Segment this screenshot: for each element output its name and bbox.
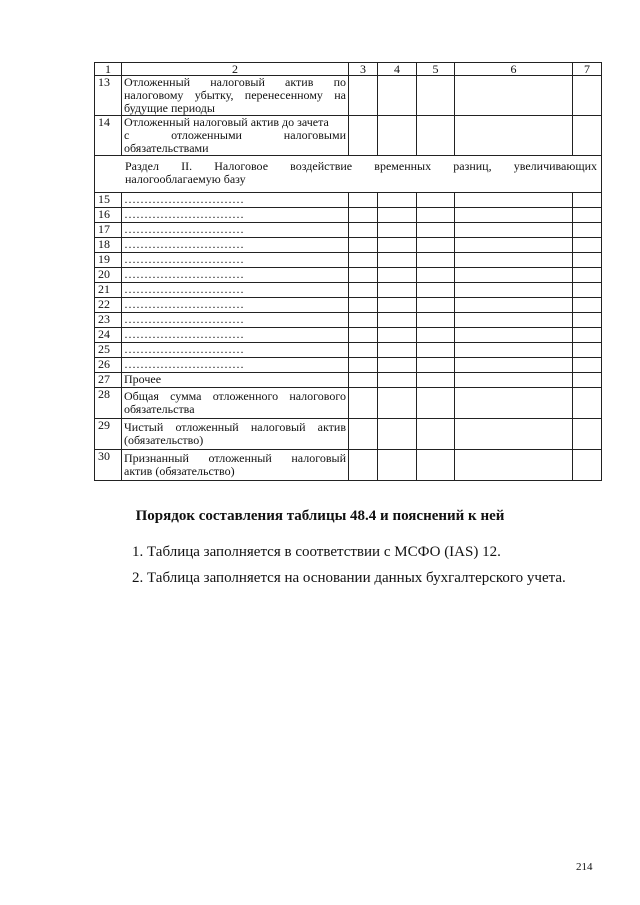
procedure-item-2: 2. Таблица заполняется на основании данных бухгалтерского учета.: [132, 570, 566, 586]
value-cell: [349, 358, 378, 373]
value-cell: [573, 193, 602, 208]
table-row: [95, 343, 602, 358]
value-cell: [417, 419, 455, 450]
row-number: 14: [95, 116, 122, 156]
column-header: 4: [378, 63, 417, 76]
table-row: [95, 193, 602, 208]
table-row: [95, 419, 602, 450]
row-number: 28: [95, 388, 122, 419]
value-cell: [349, 419, 378, 450]
column-header: 5: [417, 63, 455, 76]
value-cell: [417, 208, 455, 223]
value-cell: [417, 328, 455, 343]
value-cell: [455, 328, 573, 343]
value-cell: [455, 419, 573, 450]
section-heading: Раздел II. Налоговое воздействие временных разниц, увеличивающих налогооблагаемую базу: [95, 156, 602, 193]
value-cell: [573, 450, 602, 481]
row-label: …………………………: [122, 238, 349, 253]
value-cell: [417, 268, 455, 283]
value-cell: [455, 76, 573, 116]
value-cell: [417, 283, 455, 298]
row-label: Общая сумма отложенного налогового обязательства: [122, 388, 349, 419]
value-cell: [378, 298, 417, 313]
value-cell: [455, 373, 573, 388]
value-cell: [573, 253, 602, 268]
value-cell: [573, 358, 602, 373]
table-row: [95, 313, 602, 328]
value-cell: [417, 76, 455, 116]
table-row: [95, 208, 602, 223]
value-cell: [378, 313, 417, 328]
value-cell: [573, 268, 602, 283]
row-number: 22: [95, 298, 122, 313]
row-number: 24: [95, 328, 122, 343]
row-number: 26: [95, 358, 122, 373]
value-cell: [349, 193, 378, 208]
row-label: …………………………: [122, 223, 349, 238]
table-row: [95, 373, 602, 388]
row-number: 20: [95, 268, 122, 283]
value-cell: [417, 223, 455, 238]
table-row: [95, 450, 602, 481]
row-label: Чистый отложенный налоговый актив (обязательство): [122, 419, 349, 450]
value-cell: [378, 373, 417, 388]
row-label: Прочее: [122, 373, 349, 388]
value-cell: [417, 343, 455, 358]
table-row: [95, 358, 602, 373]
value-cell: [417, 193, 455, 208]
value-cell: [573, 116, 602, 156]
row-number: 21: [95, 283, 122, 298]
row-label: Признанный отложенный налоговый актив (обязательство): [122, 450, 349, 481]
row-number: 30: [95, 450, 122, 481]
value-cell: [349, 373, 378, 388]
row-number: 13: [95, 76, 122, 116]
value-cell: [573, 238, 602, 253]
value-cell: [573, 328, 602, 343]
value-cell: [349, 283, 378, 298]
value-cell: [455, 313, 573, 328]
table-row: [95, 238, 602, 253]
table-row: [95, 388, 602, 419]
column-header: 7: [573, 63, 602, 76]
value-cell: [455, 298, 573, 313]
value-cell: [455, 388, 573, 419]
value-cell: [349, 450, 378, 481]
row-label: …………………………: [122, 358, 349, 373]
value-cell: [417, 313, 455, 328]
value-cell: [378, 388, 417, 419]
value-cell: [455, 343, 573, 358]
section-row: [95, 156, 602, 193]
row-label: …………………………: [122, 328, 349, 343]
row-label: Отложенный налоговый актив по налоговому убытку, перенесенному на будущие периоды: [122, 76, 349, 116]
value-cell: [349, 116, 378, 156]
value-cell: [455, 238, 573, 253]
value-cell: [378, 76, 417, 116]
value-cell: [573, 388, 602, 419]
table-row: [95, 76, 602, 116]
row-number: 16: [95, 208, 122, 223]
table-header-row: [95, 63, 602, 76]
value-cell: [349, 313, 378, 328]
value-cell: [417, 116, 455, 156]
table-row: [95, 268, 602, 283]
value-cell: [349, 253, 378, 268]
value-cell: [378, 193, 417, 208]
value-cell: [378, 328, 417, 343]
table-row: [95, 298, 602, 313]
value-cell: [455, 116, 573, 156]
value-cell: [417, 388, 455, 419]
row-number: 29: [95, 419, 122, 450]
table-row: [95, 116, 602, 156]
value-cell: [573, 76, 602, 116]
column-header: 1: [95, 63, 122, 76]
value-cell: [378, 253, 417, 268]
value-cell: [349, 268, 378, 283]
value-cell: [417, 238, 455, 253]
deferred-tax-table: [94, 62, 602, 481]
value-cell: [455, 223, 573, 238]
row-label: …………………………: [122, 313, 349, 328]
value-cell: [573, 208, 602, 223]
value-cell: [378, 450, 417, 481]
value-cell: [349, 208, 378, 223]
value-cell: [573, 419, 602, 450]
row-number: 19: [95, 253, 122, 268]
value-cell: [378, 419, 417, 450]
value-cell: [417, 358, 455, 373]
row-label: …………………………: [122, 193, 349, 208]
value-cell: [378, 283, 417, 298]
value-cell: [378, 208, 417, 223]
value-cell: [349, 298, 378, 313]
page-number: 214: [576, 861, 593, 873]
table-row: [95, 253, 602, 268]
value-cell: [455, 253, 573, 268]
table-row: [95, 223, 602, 238]
value-cell: [455, 208, 573, 223]
row-label: …………………………: [122, 298, 349, 313]
value-cell: [455, 268, 573, 283]
column-header: 2: [122, 63, 349, 76]
value-cell: [573, 283, 602, 298]
row-number: 25: [95, 343, 122, 358]
value-cell: [378, 358, 417, 373]
row-label: …………………………: [122, 343, 349, 358]
row-label: …………………………: [122, 268, 349, 283]
row-label: Отложенный налоговый актив до зачета с отложенными налоговыми обязательствами: [122, 116, 349, 156]
column-header: 3: [349, 63, 378, 76]
value-cell: [417, 253, 455, 268]
value-cell: [349, 223, 378, 238]
table-row: [95, 328, 602, 343]
value-cell: [573, 313, 602, 328]
value-cell: [378, 343, 417, 358]
row-label: …………………………: [122, 283, 349, 298]
value-cell: [378, 223, 417, 238]
row-label: …………………………: [122, 253, 349, 268]
value-cell: [349, 238, 378, 253]
row-number: 18: [95, 238, 122, 253]
column-header: 6: [455, 63, 573, 76]
row-number: 17: [95, 223, 122, 238]
value-cell: [349, 328, 378, 343]
value-cell: [573, 298, 602, 313]
value-cell: [378, 116, 417, 156]
value-cell: [417, 298, 455, 313]
row-number: 15: [95, 193, 122, 208]
value-cell: [573, 223, 602, 238]
value-cell: [455, 358, 573, 373]
value-cell: [455, 450, 573, 481]
value-cell: [349, 388, 378, 419]
value-cell: [378, 268, 417, 283]
procedure-title: Порядок составления таблицы 48.4 и пояснений к ней: [135, 508, 505, 524]
procedure-item-1: 1. Таблица заполняется в соответствии с МСФО (IAS) 12.: [132, 544, 501, 560]
value-cell: [349, 76, 378, 116]
value-cell: [455, 283, 573, 298]
value-cell: [417, 450, 455, 481]
row-number: 23: [95, 313, 122, 328]
row-number: 27: [95, 373, 122, 388]
row-label: …………………………: [122, 208, 349, 223]
table-row: [95, 283, 602, 298]
value-cell: [573, 343, 602, 358]
value-cell: [349, 343, 378, 358]
value-cell: [417, 373, 455, 388]
value-cell: [455, 193, 573, 208]
value-cell: [573, 373, 602, 388]
value-cell: [378, 238, 417, 253]
